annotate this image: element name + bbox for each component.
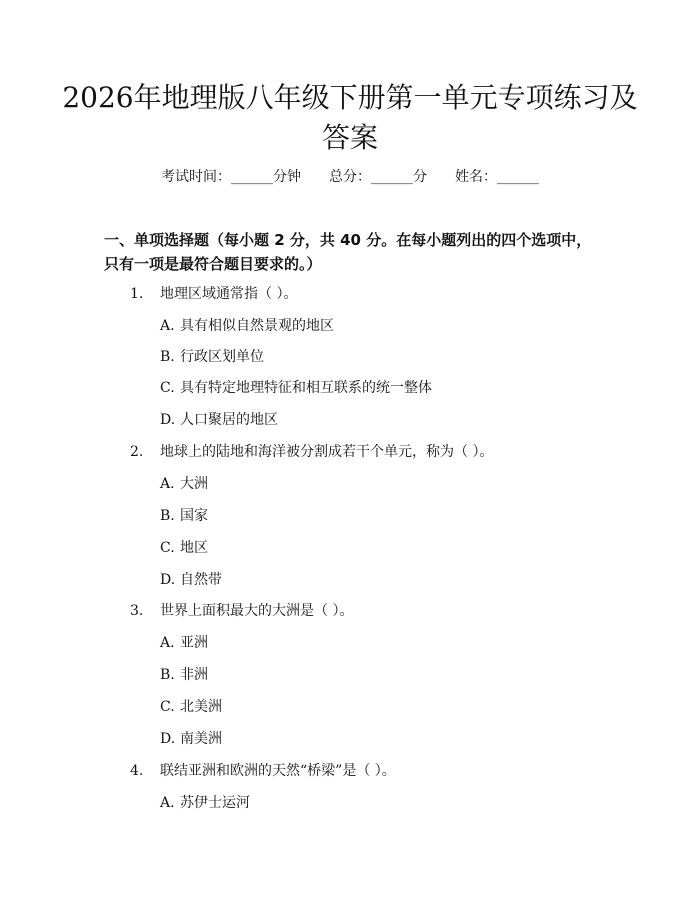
option-text: 地区 [180,540,208,556]
option-item [160,506,208,526]
question-text: 联结亚洲和欧洲的天然“桥梁”是（ ）。 [160,763,396,779]
option-letter: D. [160,572,176,588]
option-text: 北美洲 [180,699,222,715]
question-number: 4. [130,763,144,779]
option-item [160,378,432,398]
option-text: 自然带 [180,572,222,588]
option-item [160,316,334,336]
option-text: 非洲 [180,667,208,683]
question-number: 3. [130,603,144,619]
option-letter: A. [160,635,175,651]
option-item [160,793,250,813]
option-letter: C. [160,540,175,556]
option-item [160,570,222,590]
question-text: 世界上面积最大的大洲是（ ）。 [160,603,354,619]
option-letter: D. [160,412,176,428]
option-text: 具有特定地理特征和相互联系的统一整体 [180,380,432,396]
option-letter: A. [160,476,175,492]
option-letter: B. [160,667,175,683]
option-letter: A. [160,795,175,811]
option-text: 亚洲 [180,635,208,651]
total-score-field: 总分：______分 [329,169,427,185]
option-text: 人口聚居的地区 [180,412,278,428]
option-letter: C. [160,380,175,396]
option-item [160,474,208,494]
exam-info-row [0,166,700,188]
option-item [160,410,278,430]
option-text: 大洲 [180,476,208,492]
option-letter: B. [160,508,175,524]
option-text: 南美洲 [180,731,222,747]
option-text: 苏伊士运河 [180,795,250,811]
question-number: 2. [130,444,144,460]
option-item [160,347,264,367]
document-title: 2026年地理版八年级下册第一单元专项练习及答案 [62,81,638,154]
option-item [160,633,208,653]
option-item [160,697,222,717]
section-heading: 一、单项选择题（每小题 2 分，共 40 分。在每小题列出的四个选项中，只有一项是最符合题目要求的。） [104,231,592,273]
option-item [160,665,208,685]
option-letter: B. [160,349,175,365]
question-text: 地球上的陆地和海洋被分割成若干个单元，称为（ ）。 [160,444,494,460]
option-letter: A. [160,318,175,334]
question-text: 地理区域通常指（ ）。 [160,286,298,302]
student-name-field: 姓名：______ [455,169,539,185]
option-item [160,538,208,558]
option-item [160,729,222,749]
option-text: 国家 [180,508,208,524]
option-letter: C. [160,699,175,715]
exam-time-field: 考试时间：______分钟 [161,169,301,185]
option-text: 具有相似自然景观的地区 [180,318,334,334]
option-letter: D. [160,731,176,747]
option-text: 行政区划单位 [180,349,264,365]
question-number: 1. [130,286,144,302]
